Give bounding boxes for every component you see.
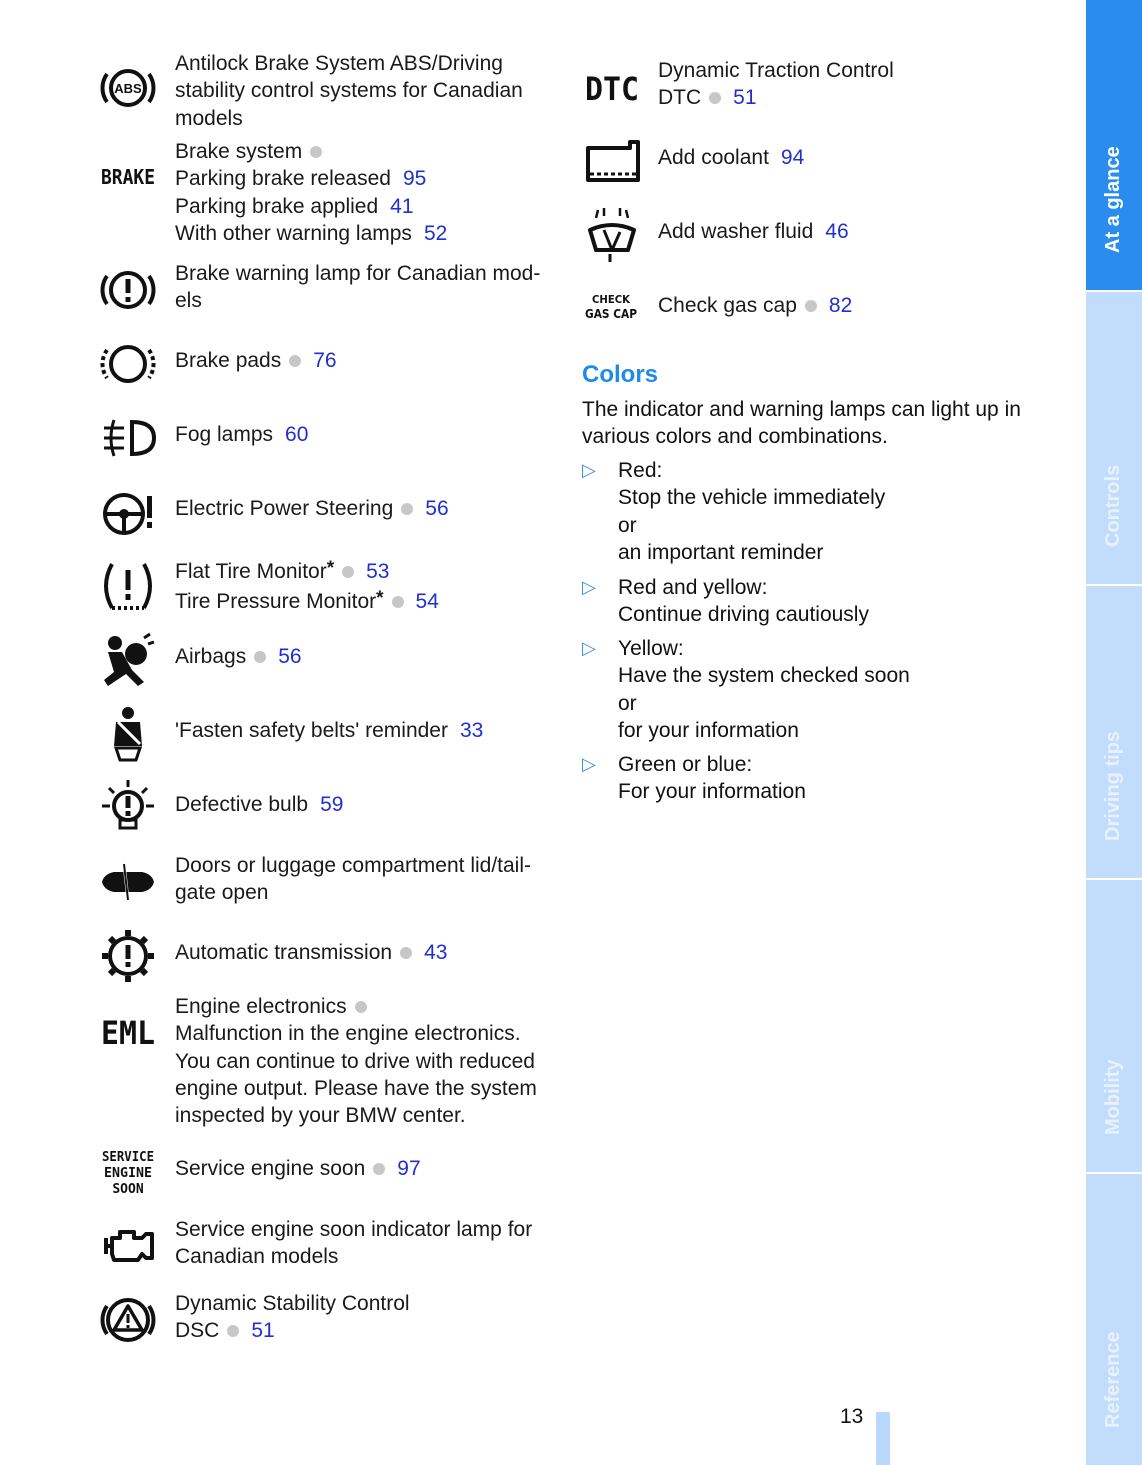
- tab-at-a-glance[interactable]: [1086, 0, 1142, 292]
- entry-line: [175, 1102, 537, 1129]
- tab-controls[interactable]: [1086, 292, 1142, 586]
- status-dot-icon: [392, 596, 404, 608]
- door-open-entry-text: [175, 852, 531, 907]
- abs-warning-icon: [98, 58, 158, 118]
- entry-line: [175, 421, 308, 448]
- brake-warning-entry-text: [175, 260, 540, 315]
- coolant-icon: [582, 130, 642, 190]
- entry-line-text: Flat Tire Monitor: [175, 560, 327, 583]
- bullet-line: Red and yellow:: [618, 576, 768, 599]
- page-reference-link[interactable]: 43: [424, 941, 448, 964]
- entry-line-text: Automatic transmission: [175, 941, 393, 964]
- status-dot-icon: [310, 146, 322, 158]
- page-reference-link[interactable]: 59: [320, 793, 344, 816]
- entry-line-text: els: [175, 289, 202, 313]
- power-steering-entry-text: [175, 495, 449, 522]
- brake-text-icon: [98, 146, 158, 206]
- entry-line: [175, 1290, 410, 1317]
- entry-line: [175, 1155, 421, 1182]
- bullet-triangle-icon: ▷: [582, 460, 596, 480]
- entry-line-text: models: [175, 106, 243, 130]
- status-dot-icon: [289, 355, 301, 367]
- entry-line: [658, 84, 894, 111]
- entry-line: [175, 77, 523, 104]
- entry-line-text: engine output. Please have the system: [175, 1076, 537, 1100]
- page-reference-link[interactable]: 97: [397, 1157, 421, 1180]
- transmission-entry-text: [175, 939, 447, 966]
- entry-line-text: Airbags: [175, 645, 247, 668]
- bullet-line: an important reminder: [618, 540, 824, 564]
- bullet-triangle-icon: ▷: [582, 754, 596, 774]
- bullet-triangle-icon: ▷: [582, 638, 596, 658]
- brake-warning-canada-icon: [98, 260, 158, 320]
- section-sidebar: [1086, 0, 1142, 1465]
- bullet-line: Have the system checked soon: [618, 664, 910, 688]
- entry-line-text: Service engine soon indicator lamp for: [175, 1218, 533, 1241]
- page-marker-bar: [876, 1412, 890, 1465]
- status-dot-icon: [401, 503, 413, 515]
- entry-line-text: Brake system: [175, 140, 303, 163]
- tab-reference[interactable]: [1086, 1174, 1142, 1465]
- page-reference-link[interactable]: 56: [278, 645, 302, 668]
- page-reference-link[interactable]: 94: [780, 146, 805, 169]
- entry-line-text: Dynamic Traction Control: [658, 59, 894, 82]
- page-reference-link[interactable]: 51: [733, 86, 757, 110]
- abs-entry-text: [175, 50, 523, 132]
- entry-line: [175, 1020, 537, 1047]
- entry-line: [175, 495, 449, 522]
- defective-bulb-entry-text: [175, 791, 343, 818]
- entry-line: [658, 57, 894, 84]
- entry-line-text: gate open: [175, 881, 269, 905]
- entry-line-text: Antilock Brake System ABS/Driving: [175, 52, 503, 75]
- page-reference-link[interactable]: 51: [251, 1319, 275, 1343]
- entry-line: [175, 193, 447, 220]
- bullet-text: [618, 751, 806, 806]
- service-icon-text-1: SERVICE: [102, 1150, 154, 1165]
- entry-line: [175, 260, 540, 287]
- airbags-entry-text: [175, 643, 302, 670]
- bullet-text: [618, 635, 910, 744]
- service-icon-text-3: SOON: [112, 1182, 144, 1197]
- entry-line: [175, 1216, 532, 1243]
- bullet-line: For your information: [618, 780, 806, 804]
- service-engine-soon-icon: [98, 1142, 158, 1202]
- entry-line: [175, 852, 531, 879]
- status-dot-icon: [342, 566, 354, 578]
- colors-heading: Colors: [582, 361, 659, 388]
- gas-cap-entry-text: [658, 292, 852, 319]
- seatbelt-entry-text: [175, 717, 483, 744]
- tab-label: Driving tips: [1102, 730, 1124, 841]
- entry-line: [175, 993, 537, 1020]
- entry-line: [658, 144, 804, 171]
- status-dot-icon: [355, 1001, 367, 1013]
- entry-line: [175, 939, 447, 966]
- tab-mobility[interactable]: [1086, 880, 1142, 1174]
- door-open-icon: [98, 852, 158, 912]
- fog-lamp-icon: [98, 408, 158, 468]
- entry-line-text: stability control systems for Canadian: [175, 79, 523, 103]
- entry-line: [175, 105, 523, 132]
- colors-intro-line: The indicator and warning lamps can light up in: [582, 398, 1021, 421]
- entry-line: [175, 220, 447, 247]
- entry-line-text: Defective bulb: [175, 793, 309, 816]
- page-reference-link[interactable]: 33: [459, 719, 484, 742]
- entry-line-text: With other warning lamps: [175, 221, 412, 245]
- entry-line-text: Parking brake applied: [175, 194, 379, 218]
- entry-line-text: Electric Power Steering: [175, 497, 394, 520]
- entry-line-text: Canadian models: [175, 1245, 339, 1269]
- check-engine-canada-icon: [98, 1216, 158, 1276]
- svg-text:ABS: ABS: [114, 81, 142, 96]
- gas-cap-icon-text-1: CHECK: [592, 293, 631, 306]
- transmission-icon: [98, 926, 158, 986]
- dsc-entry-text: [175, 1290, 410, 1345]
- entry-line-text: Fog lamps: [175, 423, 274, 446]
- page-reference-link[interactable]: 46: [825, 220, 849, 243]
- colors-intro: [582, 396, 1021, 451]
- entry-line-text: Tire Pressure Monitor: [175, 590, 377, 614]
- eml-text-icon: [98, 1002, 158, 1062]
- service-engine-soon-entry-text: [175, 1155, 421, 1182]
- dsc-icon: [98, 1290, 158, 1350]
- bullet-text: [618, 574, 869, 629]
- tire-monitor-icon: [98, 556, 158, 616]
- washer-fluid-icon: [582, 204, 642, 264]
- entry-line-text: Service engine soon: [175, 1157, 366, 1180]
- entry-line-text: inspected by your BMW center.: [175, 1104, 466, 1128]
- entry-line-text: DTC: [658, 86, 702, 110]
- entry-line: [175, 643, 302, 670]
- entry-line: [175, 287, 540, 314]
- defective-bulb-icon: [98, 778, 158, 838]
- bullet-line: Red:: [618, 459, 663, 482]
- page-reference-link[interactable]: 52: [423, 221, 448, 245]
- dtc-icon-text: DTC: [585, 70, 639, 108]
- coolant-entry-text: [658, 144, 804, 171]
- page-reference-link[interactable]: 56: [425, 497, 449, 520]
- status-dot-icon: [400, 947, 412, 959]
- page-reference-link[interactable]: 53: [366, 560, 390, 583]
- bullet-line: Continue driving cautiously: [618, 603, 869, 627]
- entry-line-text: Check gas cap: [658, 294, 797, 317]
- bullet-line: for your information: [618, 718, 799, 742]
- page-reference-link[interactable]: 82: [828, 294, 853, 317]
- entry-line: [175, 1317, 410, 1344]
- entry-line: [175, 1243, 532, 1270]
- entry-line-text: Dynamic Stability Control: [175, 1292, 410, 1315]
- entry-line-text: DSC: [175, 1319, 220, 1343]
- dtc-text-icon: [582, 58, 642, 118]
- tab-label: Controls: [1102, 464, 1124, 547]
- fog-lamps-entry-text: [175, 421, 308, 448]
- page-number: 13: [840, 1405, 864, 1428]
- entry-line: [175, 555, 439, 585]
- entry-line: [175, 585, 439, 615]
- entry-line-text: Add coolant: [658, 146, 769, 169]
- entry-line-text: 'Fasten safety belts' reminder: [175, 719, 448, 742]
- status-dot-icon: [227, 1325, 239, 1337]
- entry-line-text: You can continue to drive with reduced: [175, 1049, 535, 1073]
- status-dot-icon: [254, 651, 266, 663]
- bullet-line: or: [618, 691, 637, 715]
- entry-line: [175, 165, 447, 192]
- power-steering-icon: [98, 482, 158, 542]
- brake-icon-text: BRAKE: [101, 165, 155, 189]
- check-engine-canada-entry-text: [175, 1216, 532, 1271]
- footnote-star: *: [326, 558, 335, 579]
- engine-electronics-entry-text: [175, 993, 537, 1129]
- tab-label: Mobility: [1102, 1059, 1124, 1135]
- tab-driving-tips[interactable]: [1086, 586, 1142, 880]
- entry-line-text: Brake pads: [175, 349, 282, 372]
- entry-line: [175, 1075, 537, 1102]
- brake-system-entry-text: [175, 138, 447, 247]
- entry-line-text: Doors or luggage compartment lid/tail-: [175, 854, 531, 877]
- entry-line: [175, 138, 447, 165]
- page-reference-link[interactable]: 54: [415, 590, 439, 614]
- bullet-text: [618, 457, 885, 566]
- tire-monitor-entry-text: [175, 555, 439, 616]
- entry-line: [658, 292, 852, 319]
- service-icon-text-2: ENGINE: [104, 1166, 152, 1181]
- bullet-line: Green or blue:: [618, 753, 753, 776]
- entry-line: [175, 791, 343, 818]
- entry-line: [175, 717, 483, 744]
- brake-pads-entry-text: [175, 347, 337, 374]
- bullet-line: or: [618, 513, 637, 537]
- entry-line: [658, 218, 849, 245]
- page-reference-link[interactable]: 95: [402, 167, 427, 191]
- entry-line: [175, 1048, 537, 1075]
- eml-icon-text: EML: [101, 1014, 155, 1052]
- check-gas-cap-icon: [582, 278, 642, 338]
- brake-pads-icon: [98, 334, 158, 394]
- gas-cap-icon-text-2: GAS CAP: [585, 307, 638, 321]
- bullet-line: Yellow:: [618, 637, 684, 660]
- entry-line: [175, 879, 531, 906]
- airbag-icon: [98, 630, 158, 690]
- footnote-star: *: [376, 588, 384, 610]
- status-dot-icon: [709, 92, 721, 104]
- entry-line-text: Add washer fluid: [658, 220, 814, 243]
- page-reference-link[interactable]: 41: [390, 194, 414, 218]
- entry-line: [175, 50, 523, 77]
- tab-label: Reference: [1102, 1331, 1124, 1428]
- status-dot-icon: [373, 1163, 385, 1175]
- page-reference-link[interactable]: 60: [285, 423, 309, 446]
- entry-line: [175, 347, 337, 374]
- bullet-triangle-icon: ▷: [582, 577, 596, 597]
- entry-line-text: Brake warning lamp for Canadian mod-: [175, 262, 541, 285]
- dtc-entry-text: [658, 57, 894, 112]
- status-dot-icon: [805, 300, 817, 312]
- seatbelt-icon: [98, 704, 158, 764]
- colors-intro-line: various colors and combinations.: [582, 425, 888, 449]
- tab-label: At a glance: [1102, 146, 1124, 253]
- entry-line-text: Malfunction in the engine electronics.: [175, 1022, 521, 1046]
- washer-fluid-entry-text: [658, 218, 849, 245]
- page-reference-link[interactable]: 76: [313, 349, 337, 372]
- entry-line-text: Parking brake released: [175, 167, 391, 191]
- entry-line-text: Engine electronics: [175, 995, 347, 1018]
- bullet-line: Stop the vehicle immediately: [618, 486, 886, 510]
